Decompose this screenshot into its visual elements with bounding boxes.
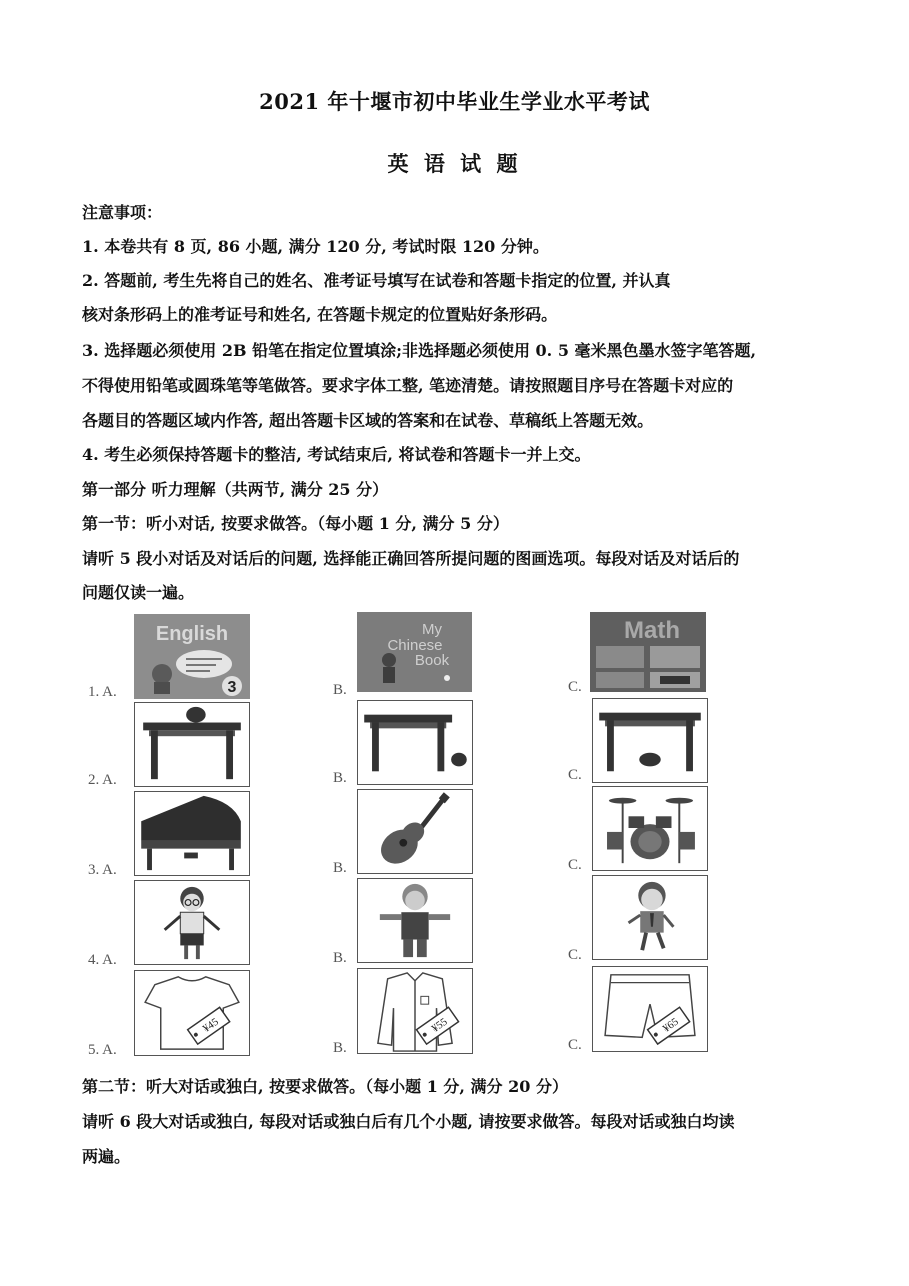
math-book-image [590,612,706,692]
price-tag: ¥65 [660,1015,681,1035]
section2-heading: 第二节：听大对话或独白, 按要求做答。（每小题 1 分, 满分 20 分） [82,1077,568,1096]
section2-instruction: 两遍。 [82,1147,131,1166]
english-book-image [134,614,250,699]
note-line: 2. 答题前, 考生先将自己的姓名、准考证号填写在试卷和答题卡指定的位置, 并认真 [82,271,671,290]
piano-image [134,791,250,876]
shirt-image [357,968,473,1054]
option-label: B. [333,950,347,966]
option-label: B. [333,682,347,698]
book-title: Math [624,617,680,644]
book-number: 3 [227,679,237,696]
book-title-line: Chinese [387,637,443,654]
section1-instruction: 问题仅读一遍。 [82,583,195,602]
table-ball-beside-image [357,700,473,785]
note-line: 1. 本卷共有 8 页, 86 小题, 满分 120 分, 考试时限 120 分钟。 [82,237,549,256]
option-label: C. [568,679,582,695]
option-label: B. [333,860,347,876]
part1-heading: 第一部分 听力理解（共两节, 满分 25 分） [82,480,389,499]
option-label: C. [568,1037,582,1053]
note-line: 4. 考生必须保持答题卡的整洁, 考试结束后, 将试卷和答题卡一并上交。 [82,445,591,464]
option-label: B. [333,770,347,786]
section1-heading: 第一节：听小对话, 按要求做答。（每小题 1 分, 满分 5 分） [82,514,509,533]
exam-subtitle: 英 语 试 题 [387,151,522,176]
section1-instruction: 请听 5 段小对话及对话后的问题, 选择能正确回答所提问题的图画选项。每段对话及对话后的 [82,549,740,568]
book-title-line: Book [414,652,450,669]
note-line: 3. 选择题必须使用 2B 铅笔在指定位置填涂;非选择题必须使用 0. 5 毫米黑色墨水签字笔答题, [82,341,757,360]
note-line: 各题目的答题区域内作答, 超出答题卡区域的答案和在试卷、草稿纸上答题无效。 [82,411,654,430]
option-label: C. [568,767,582,783]
option-label: 5. A. [88,1042,117,1058]
book-title-line: My [422,621,442,638]
option-label: C. [568,857,582,873]
option-label: 4. A. [88,952,117,968]
note-line: 不得使用铅笔或圆珠笔等笔做答。要求字体工整, 笔迹清楚。请按照题目序号在答题卡对应的 [82,376,734,395]
price-tag: ¥45 [200,1015,221,1035]
table-ball-on-image [134,702,250,787]
t-shirt-image [134,970,250,1056]
boy-with-tie-image [592,875,708,960]
book-title: English [155,623,229,645]
exam-title: 2021 年十堰市初中毕业生学业水平考试 [259,89,650,114]
price-tag: ¥55 [429,1015,450,1035]
notes-heading: 注意事项： [82,203,163,222]
drum-set-image [592,786,708,871]
option-label: C. [568,947,582,963]
shorts-image [592,966,708,1052]
note-line: 核对条形码上的准考证号和姓名, 在答题卡规定的位置贴好条形码。 [82,305,558,324]
boy-with-striped-shirt-image [357,878,473,963]
boy-with-glasses-image [134,880,250,965]
section2-instruction: 请听 6 段大对话或独白, 每段对话或独白后有几个小题, 请按要求做答。每段对话或独白均读 [82,1112,735,1131]
option-label: 2. A. [88,772,117,788]
guitar-image [357,789,473,874]
option-label: B. [333,1040,347,1056]
chinese-book-image [357,612,472,692]
option-label: 3. A. [88,862,117,878]
table-ball-under-image [592,698,708,783]
option-label: 1. A. [88,684,117,700]
